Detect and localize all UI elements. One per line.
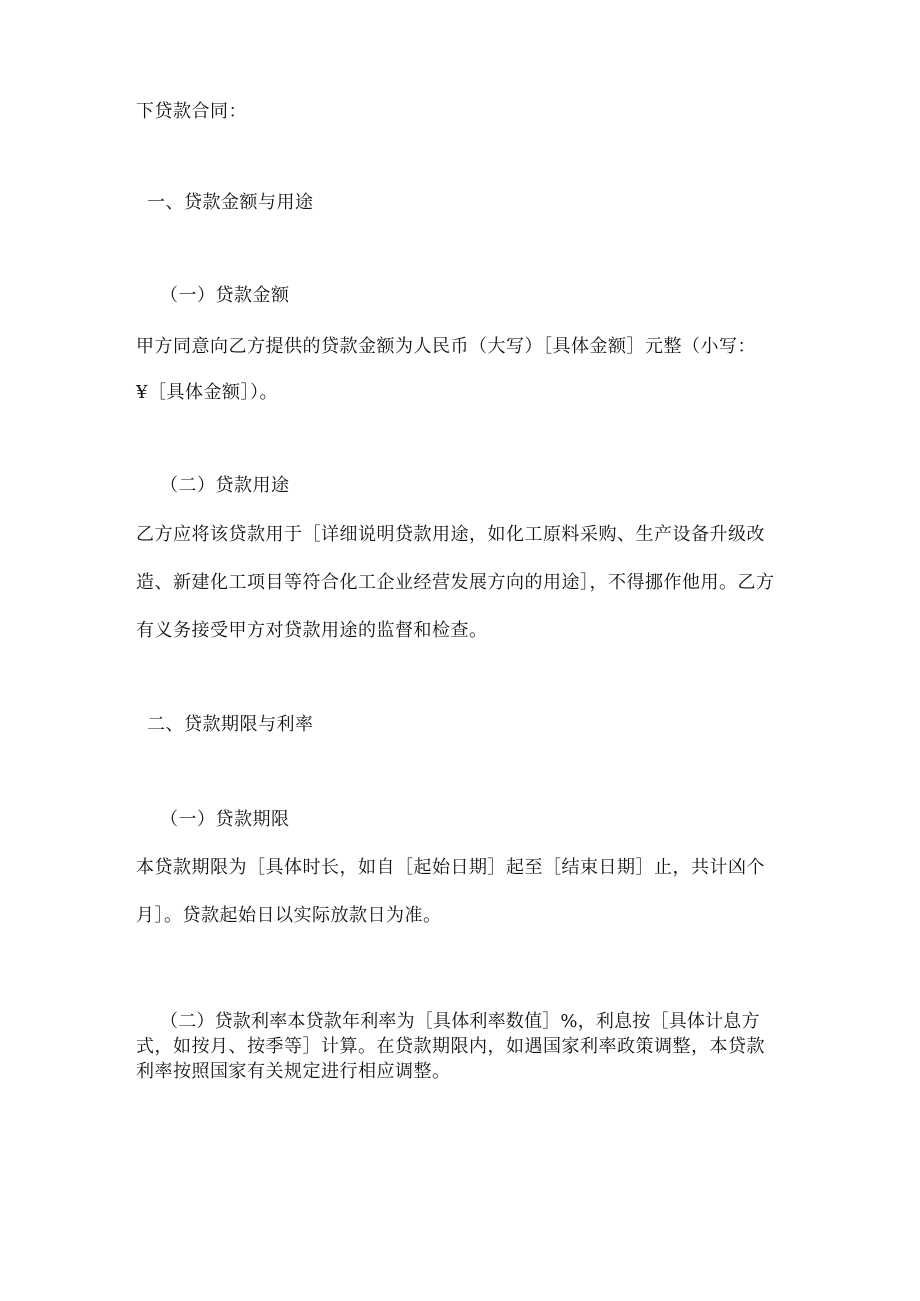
paragraph-line: 月］。贷款起始日以实际放款日为准。 xyxy=(136,905,442,926)
paragraph-line: 甲方同意向乙方提供的贷款金额为人民币（大写）［具体金额］元整（小写： xyxy=(136,336,756,357)
section-1-title: 一、贷款金额与用途 xyxy=(147,192,314,213)
paragraph-line: 式，如按月、按季等］计算。在贷款期限内，如遇国家利率政策调整，本贷款 xyxy=(136,1036,765,1057)
paragraph-line: 造、新建化工项目等符合化工企业经营发展方向的用途］，不得挪作他用。乙方 xyxy=(136,572,775,593)
paragraph-line: 利率按照国家有关规定进行相应调整。 xyxy=(136,1061,451,1082)
paragraph-line: 有义务接受甲方对贷款用途的监督和检查。 xyxy=(136,620,488,641)
subsection-1-1-title: （一）贷款金额 xyxy=(160,285,290,306)
subsection-2-1-title: （一）贷款期限 xyxy=(160,809,290,830)
paragraph-line: 本贷款期限为［具体时长，如自［起始日期］起至［结束日期］止，共计凶个 xyxy=(136,857,765,878)
paragraph-line: ¥［具体金额］）。 xyxy=(136,382,278,403)
paragraph-line: （二）贷款利率本贷款年利率为［具体利率数值］%，利息按［具体计息方 xyxy=(160,1011,760,1032)
intro-line: 下贷款合同： xyxy=(136,101,247,122)
paragraph-line: 乙方应将该贷款用于［详细说明贷款用途，如化工原料采购、生产设备升级改 xyxy=(136,524,765,545)
section-2-title: 二、贷款期限与利率 xyxy=(147,714,314,735)
subsection-1-2-title: （二）贷款用途 xyxy=(160,475,290,496)
